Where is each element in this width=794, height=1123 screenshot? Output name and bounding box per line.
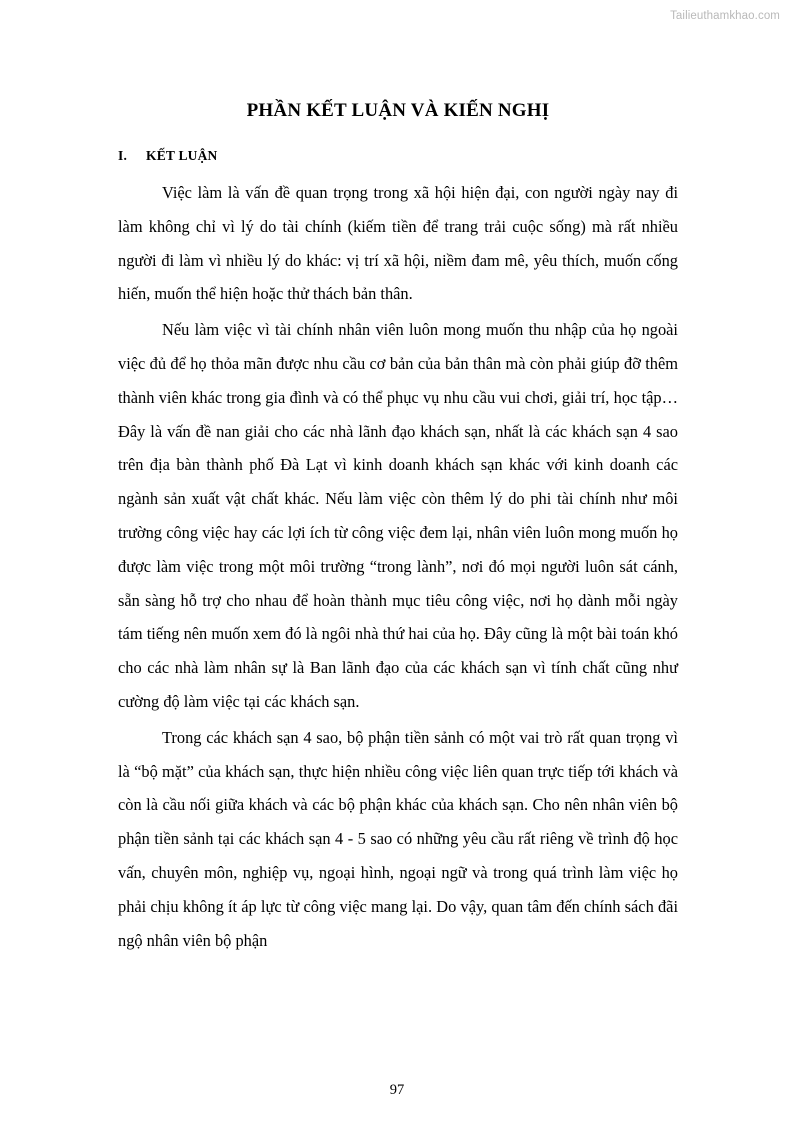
section-label: KẾT LUẬN (146, 148, 218, 163)
document-body (118, 100, 678, 959)
watermark-text: Tailieuthamkhao.com (670, 10, 780, 22)
section-number: I. (118, 148, 128, 163)
paragraph-2: Nếu làm việc vì tài chính nhân viên luôn mong muốn thu nhập của họ ngoài việc đủ để họ thỏa mãn được nhu cầu cơ bản của bản thân mà còn phải giúp đỡ thêm thành viên khác trong gia đình và có thể phục vụ nhu cầu vui chơi, giải trí, học tập… Đây là vấn đề nan giải cho các nhà lãnh đạo khách sạn, nhất là các khách sạn 4 sao trên địa bàn thành phố Đà Lạt vì kinh doanh khách sạn khác với kinh doanh các ngành sản xuất vật chất khác. Nếu làm việc còn thêm lý do phi tài chính như môi trường công việc hay các lợi ích từ công việc đem lại, nhân viên luôn mong muốn họ được làm việc trong một môi trường “trong lành”, nơi đó mọi người luôn sát cánh, sẵn sàng hỗ trợ cho nhau để hoàn thành mục tiêu công việc, nơi họ dành mỗi ngày tám tiếng nên muốn xem đó là ngôi nhà thứ hai của họ. Đây cũng là một bài toán khó cho các nhà làm nhân sự là Ban lãnh đạo của các khách sạn vì tính chất cũng như cường độ làm việc tại các khách sạn. (118, 320, 678, 711)
paragraph-3: Trong các khách sạn 4 sao, bộ phận tiền sảnh có một vai trò rất quan trọng vì là “bộ mặt” của khách sạn, thực hiện nhiều công việc liên quan trực tiếp tới khách và còn là cầu nối giữa khách và các bộ phận khác của khách sạn. Cho nên nhân viên bộ phận tiền sảnh tại các khách sạn 4 - 5 sao có những yêu cầu rất riêng về trình độ học vấn, chuyên môn, nghiệp vụ, ngoại hình, ngoại ngữ và trong quá trình làm việc họ phải chịu không ít áp lực từ công việc mang lại. Do vậy, quan tâm đến chính sách đãi ngộ nhân viên bộ phận (118, 727, 678, 950)
paragraph-1: Việc làm là vấn đề quan trọng trong xã hội hiện đại, con người ngày nay đi làm không chỉ vì lý do tài chính (kiếm tiền để trang trải cuộc sống) mà rất nhiều người đi làm vì nhiều lý do khác: vị trí xã hội, niềm đam mê, yêu thích, muốn cống hiến, muốn thể hiện hoặc thử thách bản thân. (118, 183, 678, 304)
page-title: PHẦN KẾT LUẬN VÀ KIẾN NGHỊ (246, 100, 550, 121)
section-heading (118, 148, 678, 164)
page-number: 97 (389, 1082, 405, 1098)
